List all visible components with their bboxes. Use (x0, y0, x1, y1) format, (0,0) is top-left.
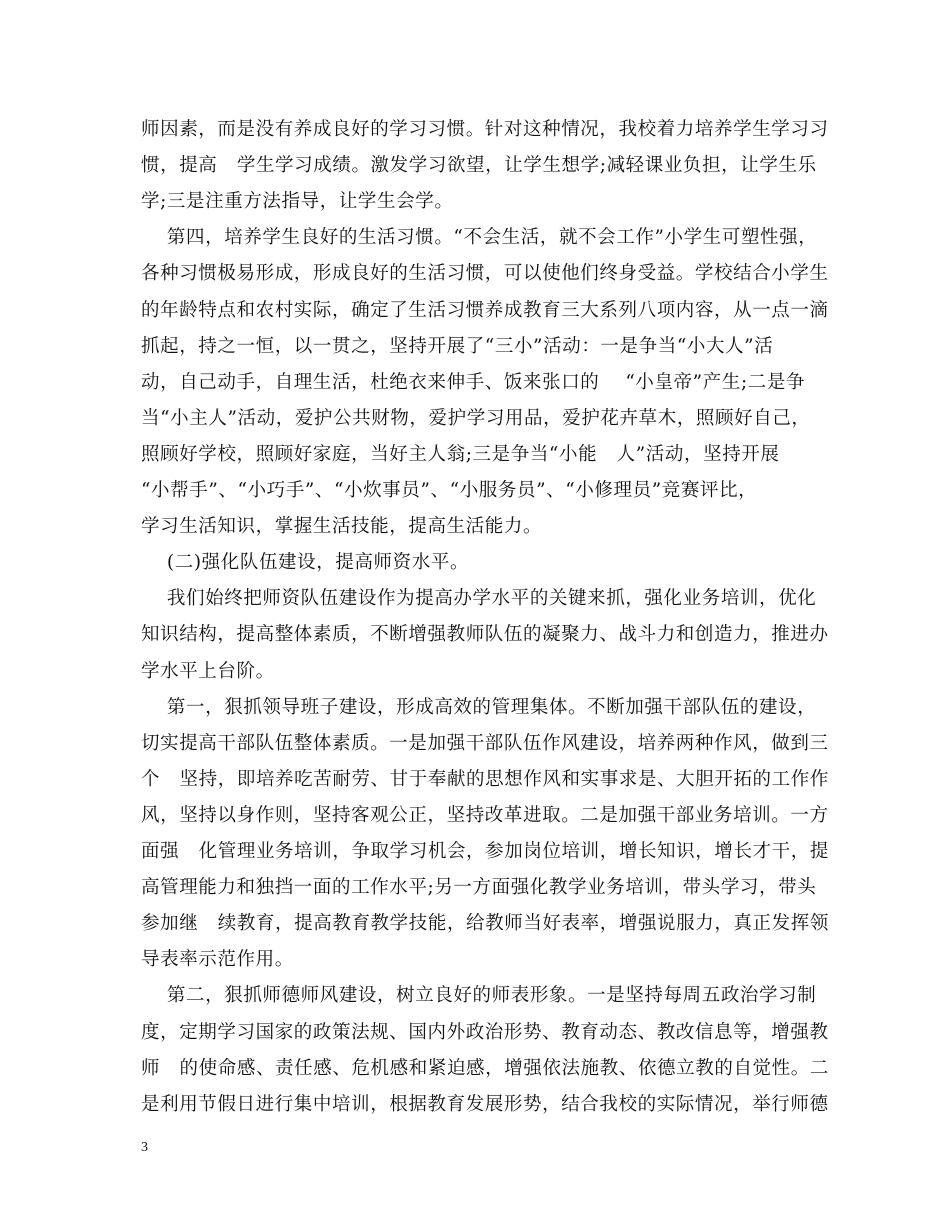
text-line: 面强 化管理业务培训，争取学习机会，参加岗位培训，增长知识，增长才干，提 (141, 841, 829, 862)
text-line: 第四，培养学生良好的生活习惯。“不会生活，就不会工作”小学生可塑性强， (141, 227, 818, 249)
text-line: 我们始终把师资队伍建设作为提高办学水平的关键来抓，强化业务培训，优化 (141, 588, 817, 610)
text-line: 学水平上台阶。 (141, 660, 275, 682)
text-line: (二)强化队伍建设，提高师资水平。 (141, 552, 470, 574)
text-line: “小帮手”、“小巧手”、“小炊事员”、“小服务员”、“小修理员”竞赛评比， (141, 480, 758, 501)
text-line: 动，自己动手，自理生活，杜绝衣来伸手、饭来张口的 “小皇帝”产生;二是争 (141, 371, 806, 393)
text-line: 的年龄特点和农村实际，确定了生活习惯养成教育三大系列八项内容，从一点一滴 (141, 299, 829, 321)
text-line: 切实提高干部队伍整体素质。一是加强干部队伍作风建设，培养两种作风，做到三 (141, 732, 829, 754)
text-line: 惯，提高 学生学习成绩。激发学习欲望，让学生想学;减轻课业负担，让学生乐 (141, 155, 817, 177)
text-line: 师因素，而是没有养成良好的学习习惯。针对这种情况，我校着力培养学生学习习 (141, 119, 829, 140)
text-line: 个 坚持，即培养吃苦耐劳、甘于奉献的思想作风和实事求是、大胆开拓的工作作 (141, 768, 829, 790)
text-line: 第一，狠抓领导班子建设，形成高效的管理集体。不断加强干部队伍的建设， (141, 696, 817, 718)
text-line: 照顾好学校，照顾好家庭，当好主人翁;三是争当“小能 人”活动，坚持开展 (141, 443, 780, 465)
text-line: 第二，狠抓师德师风建设，树立良好的师表形象。一是坚持每周五政治学习制 (141, 985, 817, 1007)
text-line: 风，坚持以身作则，坚持客观公正，坚持改革进取。二是加强干部业务培训。一方 (141, 804, 829, 826)
text-line: 学习生活知识，掌握生活技能，提高生活能力。 (141, 516, 543, 538)
text-line: 参加继 续教育，提高教育教学技能，给教师当好表率，增强说服力，真正发挥领 (141, 913, 829, 935)
text-line: 当“小主人”活动，爱护公共财物，爱护学习用品，爱护花卉草木，照顾好自己， (141, 407, 811, 429)
text-line: 学;三是注重方法指导，让学生会学。 (141, 191, 454, 213)
text-line: 是利用节假日进行集中培训，根据教育发展形势，结合我校的实际情况，举行师德 (141, 1093, 829, 1115)
text-line: 知识结构，提高整体素质，不断增强教师队伍的凝聚力、战斗力和创造力，推进办 (141, 624, 829, 646)
text-line: 各种习惯极易形成，形成良好的生活习惯，可以使他们终身受益。学校结合小学生 (141, 263, 829, 285)
text-line: 导表率示范作用。 (141, 949, 294, 971)
page-number: 3 (141, 1140, 148, 1155)
text-line: 抓起，持之一恒，以一贯之，坚持开展了“三小”活动：一是争当“小大人”活 (141, 335, 774, 357)
text-line: 师 的使命感、责任感、危机感和紧迫感，增强依法施教、依德立教的自觉性。二 (141, 1057, 829, 1079)
text-line: 度，定期学习国家的政策法规、国内外政治形势、教育动态、教改信息等，增强教 (141, 1021, 829, 1043)
text-line: 高管理能力和独挡一面的工作水平;另一方面强化教学业务培训，带头学习，带头 (141, 877, 817, 899)
